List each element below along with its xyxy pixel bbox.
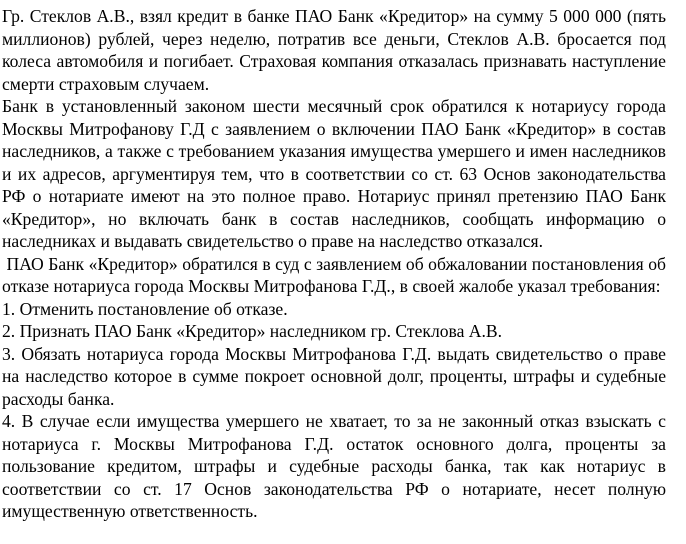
list-item-demand-4: 4. В случае если имущества умершего не хватает, то за не законный отказ взыскать с нотариуса г. Москвы Митрофанова Г.Д. остаток основного долга, проценты за пользование кредитом, штрафы и судебные расходы банка, так как нотариус в соответствии со ст. 17 Основ законодательства РФ о нотариате, несет полную имущественную ответственность. — [2, 411, 666, 521]
list-item-demand-2: 2. Признать ПАО Банк «Кредитор» наследником гр. Стеклова А.В. — [2, 321, 503, 341]
paragraph-court-appeal: ПАО Банк «Кредитор» обратился в суд с заявлением об обжаловании постановления об отказе нотариуса города Москвы Митрофанова Г.Д., в своей жалобе указал требования: — [2, 253, 671, 296]
paragraph-case-facts: Гр. Стеклов А.В., взял кредит в банке ПАО Банк «Кредитор» на сумму 5 000 000 (пять миллионов) рублей, через неделю, потратив все деньги, Стеклов А.В. бросается под колеса автомобиля и погибает. Страховая компания отказалась признавать наступление смерти страховым случаем. — [2, 6, 666, 94]
paragraph-bank-claim: Банк в установленный законом шести месячный срок обратился к нотариусу города Москвы Митрофанову Г.Д с заявлением о включении ПАО Банк «Кредитор» в состав наследников, а также с требованием указания имущества умершего и имен наследников и их адресов, аргументируя тем, что в соответствии со ст. 63 Основ законодательства РФ о нотариате имеют на это полное право. Нотариус принял претензию ПАО Банк «Кредитор», но включать банк в состав наследников, сообщать информацию о наследниках и выдавать свидетельство о праве на наследство отказался. — [2, 96, 666, 251]
list-item-demand-1: 1. Отменить постановление об отказе. — [2, 298, 288, 319]
list-item-demand-3: 3. Обязать нотариуса города Москвы Митрофанова Г.Д. выдать свидетельство о праве на наследство которое в сумме покроет основной долг, проценты, штрафы и судебные расходы банка. — [2, 343, 666, 409]
